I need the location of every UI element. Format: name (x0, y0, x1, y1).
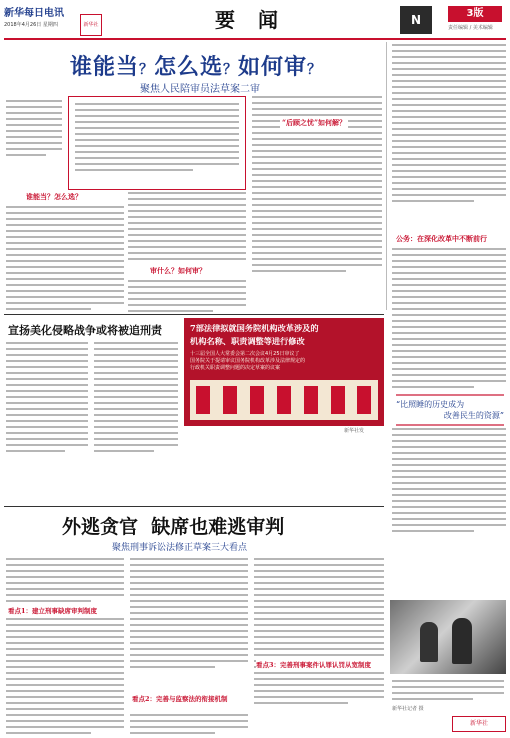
headline-part-a: 谁能当 (70, 54, 140, 80)
pull-quote-line-2: 改善民生的资源” (443, 411, 504, 420)
issue-date: 2018年4月26日 星期四 (4, 22, 58, 28)
right-col-text-3 (392, 428, 506, 532)
lead-col-2b-text (128, 280, 246, 312)
left-story-col-1 (6, 342, 88, 452)
diagram-block (304, 386, 318, 414)
right-col-text-2 (392, 248, 506, 388)
left-story-headline: 宣扬美化侵略战争或将被追刑责 (8, 324, 162, 337)
masthead (0, 0, 510, 40)
logo-text: 新华社 (83, 22, 99, 28)
pull-quote (396, 394, 504, 426)
news-photo (390, 600, 506, 674)
lead-col-1-text (6, 100, 62, 156)
left-story-col-2 (94, 342, 178, 452)
footer-seal-text: 新华社 (469, 720, 488, 727)
diagram-block (196, 386, 210, 414)
headline-part-b: 怎么选 (154, 54, 224, 80)
bottom-subheading-2: 看点2：完善与监察法的衔接机制 (132, 695, 228, 703)
question-mark-icon: ？ (139, 62, 155, 78)
question-mark-icon: ？ (223, 62, 239, 78)
logo-badge-icon: N (400, 6, 432, 34)
section-title: 要 闻 (215, 8, 286, 32)
infographic-credit: 新华社发 (344, 428, 365, 434)
right-heading: 公务：在深化改革中不断前行 (396, 234, 487, 243)
diagram-block (223, 386, 237, 414)
brand-name: 新华每日电讯 (4, 8, 64, 19)
diagram-block (277, 386, 291, 414)
photo-caption-credit: 新华社记者 摄 (392, 706, 424, 712)
headline-part-c: 如何审 (238, 54, 308, 80)
masthead-rule (4, 38, 506, 40)
box-heading-1: 谁能当？怎么选？ (26, 192, 82, 201)
infographic-line-3: 十三届全国人大常委会第二次会议4月25日审议了 (190, 351, 300, 357)
infographic-title-1: 7部法律拟就国务院机构改革涉及的 (190, 323, 319, 333)
lead-headline (70, 50, 380, 81)
bottom-subheading-1: 看点1：建立刑事缺席审判制度 (8, 607, 98, 615)
column-divider (386, 42, 387, 310)
right-col-text-1 (392, 44, 506, 202)
infographic-line-5: 行政机关职责调整问题的决定草案的议案 (190, 365, 281, 371)
diagram-block (250, 386, 264, 414)
footer-seal (452, 716, 506, 732)
infographic-line-4: 国务院关于提请审议国务院机构改革涉及法律规定的 (190, 358, 306, 364)
infographic-diagram (190, 380, 378, 420)
bottom-col-3 (254, 558, 384, 704)
page-number: 3版 (448, 6, 502, 22)
pull-quote-line-1: “比照睡的历史成为 (396, 400, 465, 409)
lead-col-1b-text (6, 206, 124, 310)
lead-intro-box (68, 96, 246, 190)
section-rule (4, 314, 384, 315)
lead-subhead: 聚焦人民陪审员法草案二审 (140, 84, 260, 95)
bottom-col-1 (6, 558, 124, 602)
bottom-subhead: 聚焦刑事诉讼法修正草案三大看点 (112, 543, 248, 553)
bottom-col-1b (6, 618, 124, 734)
bottom-col-2 (130, 558, 248, 668)
bottom-rule (4, 506, 384, 507)
logo-box (80, 14, 102, 36)
question-mark-icon: ？ (307, 62, 323, 78)
infographic-box (184, 318, 384, 426)
editors-line: 责任编辑 / 美术编辑 (448, 25, 493, 31)
bottom-headline: 外逃贪官 缺席也难逃审判 (62, 516, 285, 538)
photo-figure (420, 622, 438, 662)
photo-caption-text (392, 680, 504, 700)
bottom-col-2b (130, 714, 248, 734)
box-heading-3: “后顾之忧”如何解？ (282, 118, 347, 127)
box-heading-2: 审什么？如何审？ (150, 266, 206, 275)
photo-figure (452, 618, 472, 664)
infographic-title-2: 机构名称、职责调整等进行修改 (190, 336, 305, 346)
diagram-block (357, 386, 371, 414)
lead-col-2-text (128, 192, 246, 260)
bottom-subheading-3: 看点3：完善刑事案件认罪认罚从宽制度 (256, 660, 384, 669)
diagram-block (331, 386, 345, 414)
